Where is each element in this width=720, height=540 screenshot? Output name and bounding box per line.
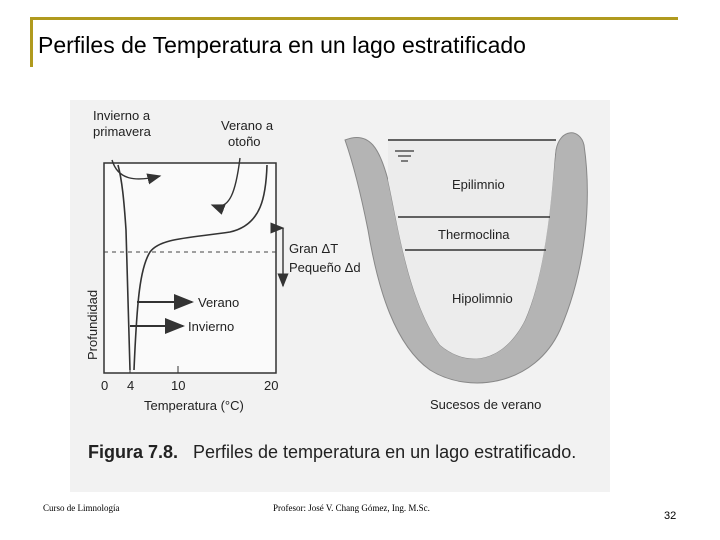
label-pequeno-dd: Pequeño Δd <box>289 260 361 275</box>
figure-caption-label: Figura 7.8. <box>88 442 179 462</box>
footer-professor: Profesor: José V. Chang Gómez, Ing. M.Sc. <box>273 503 430 513</box>
tick-10: 10 <box>171 378 186 393</box>
slide-title: Perfiles de Temperatura en un lago estratificado <box>38 32 526 58</box>
label-verano-otono-2: otoño <box>228 134 261 149</box>
label-hipolimnio: Hipolimnio <box>452 291 513 306</box>
page-number: 32 <box>664 510 677 522</box>
figure-caption-text: Perfiles de temperatura en un lago estratificado. <box>193 442 577 462</box>
label-sucesos-verano: Sucesos de verano <box>430 397 542 412</box>
label-epilimnio: Epilimnio <box>452 177 505 192</box>
label-verano: Verano <box>198 295 240 310</box>
footer-course: Curso de Limnología <box>43 503 120 513</box>
label-invierno-primavera-2: primavera <box>93 124 151 139</box>
label-invierno: Invierno <box>188 319 235 334</box>
tick-4: 4 <box>127 378 135 393</box>
tick-0: 0 <box>101 378 109 393</box>
label-thermoclina: Thermoclina <box>438 227 510 242</box>
label-verano-otono-1: Verano a <box>221 118 274 133</box>
label-ylabel: Profundidad <box>85 289 100 360</box>
tick-20: 20 <box>264 378 279 393</box>
label-xlabel: Temperatura (°C) <box>144 398 244 413</box>
label-gran-dt: Gran ΔT <box>289 241 339 256</box>
label-invierno-primavera-1: Invierno a <box>93 108 151 123</box>
